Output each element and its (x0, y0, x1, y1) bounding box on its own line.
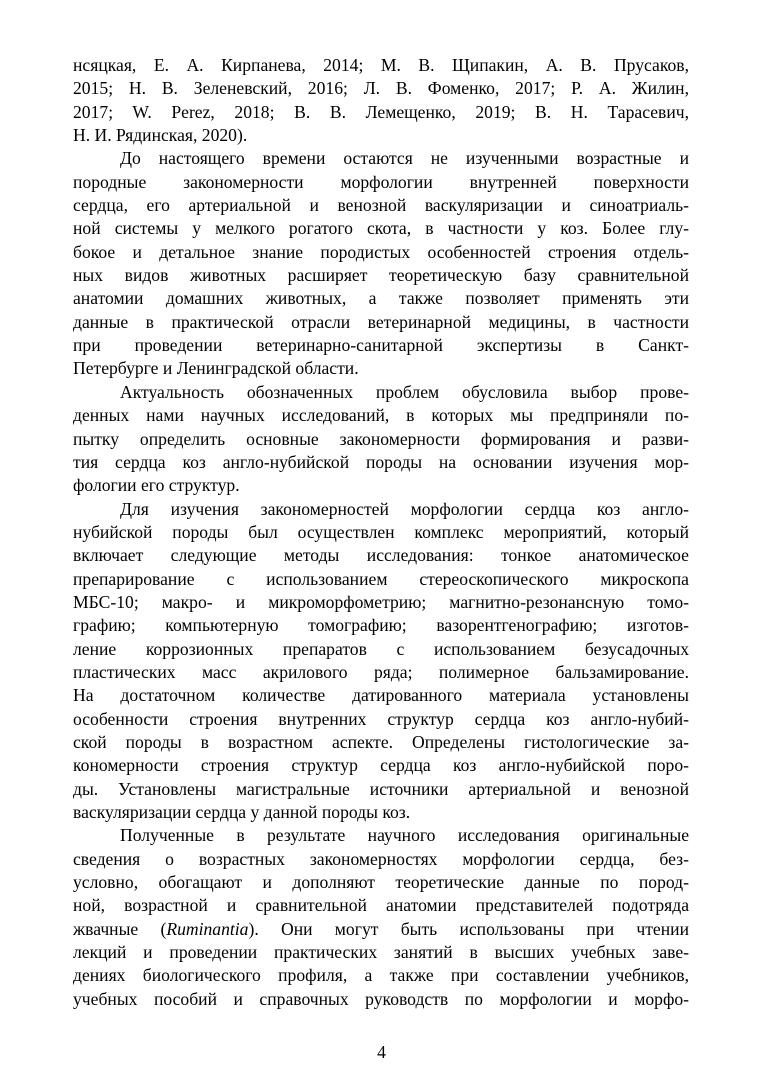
text-line: данные в практической отрасли ветеринарной медицины, в частности (73, 311, 689, 332)
text-line: кономерности строения структур сердца коз англо-нубийской поро- (73, 755, 689, 776)
text-line: тия сердца коз англо-нубийской породы на основании изучения мор- (73, 451, 689, 472)
paragraph-2 (73, 147, 689, 380)
text-line: учебных пособий и справочных руководств по морфологии и морфо- (73, 988, 689, 1009)
text-line: На достаточном количестве датированного материала установлены (73, 685, 689, 706)
text-line: лекций и проведении практических занятий в высших учебных заве- (73, 942, 689, 963)
paragraph-1 (73, 54, 689, 147)
text-line-italic-term: жвачные (Ruminantia). Они могут быть использованы при чтении (73, 918, 689, 939)
text-line: фологии его структур. (73, 475, 240, 496)
text-line: ды. Установлены магистральные источники артериальной и венозной (73, 778, 689, 799)
text-line: включает следующие методы исследования: тонкое анатомическое (73, 545, 689, 566)
text-line: ной системы у мелкого рогатого скота, в частности у коз. Более глу- (73, 218, 689, 239)
document-page (73, 54, 689, 1011)
text-line: сведения о возрастных закономерностях морфологии сердца, без- (73, 848, 689, 869)
text-line: анатомии домашних животных, а также позволяет применять эти (73, 288, 689, 309)
text-line: ление коррозионных препаратов с использованием безусадочных (73, 638, 689, 659)
text-line: 2017; W. Perez, 2018; В. В. Лемещенко, 2019; В. Н. Тарасевич, (73, 101, 689, 122)
text-line: До настоящего времени остаются не изученными возрастные и (120, 148, 689, 169)
text-line: нсяцкая, Е. А. Кирпанева, 2014; М. В. Щипакин, А. В. Прусаков, (73, 55, 689, 75)
text-line: графию; компьютерную томографию; вазорентгенографию; изготов- (73, 615, 689, 636)
text-line: Для изучения закономерностей морфологии сердца коз англо- (120, 498, 689, 519)
text-line: пластических масс акрилового ряда; полимерное бальзамирование. (73, 661, 689, 682)
paragraph-3 (73, 381, 689, 498)
text-line: ной, возрастной и сравнительной анатомии представителей подотряда (73, 895, 689, 916)
text-line: Н. И. Рядинская, 2020). (73, 125, 248, 146)
text-line: дениях биологического профиля, а также при составлении учебников, (73, 965, 689, 986)
text-line: Актуальность обозначенных проблем обусловила выбор прове- (120, 381, 689, 402)
text-line: препарирование с использованием стереоскопического микроскопа (73, 568, 689, 589)
text-line: ской породы в возрастном аспекте. Определены гистологические за- (73, 731, 689, 752)
text-line: при проведении ветеринарно-санитарной экспертизы в Санкт- (73, 335, 689, 356)
text-line: нубийской породы был осуществлен комплекс мероприятий, который (73, 521, 689, 542)
text-line: Полученные в результате научного исследования оригинальные (120, 825, 689, 846)
text-line: МБС-10; макро- и микроморфометрию; магнитно-резонансную томо- (73, 591, 689, 612)
text-line: васкуляризации сердца у данной породы коз. (73, 802, 411, 822)
text-line: денных нами научных исследований, в которых мы предприняли по- (73, 405, 689, 426)
paragraph-5 (73, 824, 689, 1011)
text-line: пытку определить основные закономерности формирования и разви- (73, 428, 689, 449)
text-line: ных видов животных расширяет теоретическую базу сравнительной (73, 265, 689, 286)
text-line: сердца, его артериальной и венозной васкуляризации и синоатриаль- (73, 195, 689, 216)
text-line: условно, обогащают и дополняют теоретические данные по пород- (73, 872, 689, 893)
text-line: породные закономерности морфологии внутренней поверхности (73, 171, 689, 192)
text-line: бокое и детальное знание породистых особенностей строения отдель- (73, 241, 689, 262)
page-number: 4 (377, 1042, 386, 1062)
text-line: 2015; Н. В. Зеленевский, 2016; Л. В. Фоменко, 2017; Р. А. Жилин, (73, 78, 689, 99)
text-line: Петербурге и Ленинградской области. (73, 358, 359, 379)
text-line: особенности строения внутренних структур сердца коз англо-нубий- (73, 708, 689, 729)
latin-term: Ruminantia (166, 918, 249, 939)
paragraph-4 (73, 498, 689, 825)
